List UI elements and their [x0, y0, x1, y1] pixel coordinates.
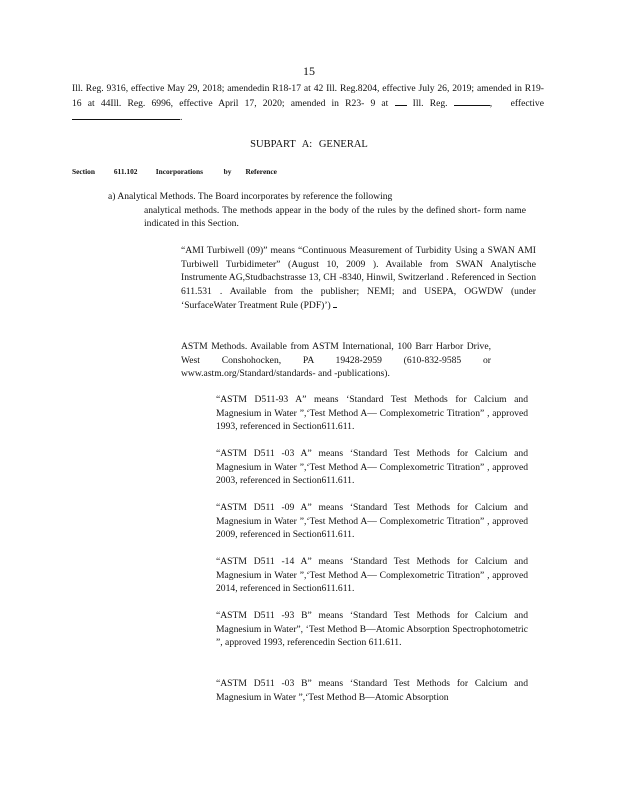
history-note-line1: Ill. Reg. 9316, effective May 29, 2018; amendedin R18-17 at 42 Ill. Reg.8204, effective July 26, 2019; amended in R19-16 at 44Ill. Reg. 6996, effective April 17, 2020; amended in R23- 9 at: [72, 83, 544, 109]
section-heading: [72, 167, 277, 176]
history-note-text: [72, 82, 544, 125]
history-note-effective: effective: [510, 97, 544, 109]
history-blank-2: [454, 96, 490, 106]
ami-turbiwell-body: “AMI Turbiwell (09)” means “Continuous Measurement of Turbidity Using a SWAN AMI Turbiwell Turbidimeter” (August 10, 2009 ). Available from SWAN Analytische Instrumente AG,Studbachstrasse 13, CH -8340, Hinwil, Switzerland . Referenced in Section 611.531 . Available from the publisher; NEMI; and USEPA, OGWDW (under ‘SurfaceWater Treatment Rule (PDF)’): [181, 245, 536, 312]
astm-methods-paragraph: [181, 340, 491, 381]
history-note-comma: ,: [489, 97, 493, 109]
paragraph-a-line1: a) Analytical Methods. The Board incorporates by reference the following: [108, 191, 393, 202]
astm-entry-text: “ASTM D511 -09 A” means ‘Standard Test Methods for Calcium and Magnesium in Water ”,‘Test Method A— Complexometric Titration” , approved 2009, referenced in Section611.611.: [216, 502, 528, 541]
paragraph-a-rest: analytical methods. The methods appear in the body of the rules by the defined short- form name indicated in this Section.: [144, 204, 526, 230]
paragraph-a: [108, 190, 526, 231]
astm-entry: [216, 447, 528, 488]
ami-blank: [333, 298, 337, 308]
page-number: 15: [303, 64, 315, 78]
astm-entry: [216, 555, 528, 596]
history-blank-3: [72, 110, 180, 120]
astm-entry: [216, 501, 528, 542]
subpart-heading: SUBPART A: GENERAL: [250, 139, 368, 150]
astm-entry-text: “ASTM D511 -03 A” means ‘Standard Test Methods for Calcium and Magnesium in Water ”,‘Test Method A— Complexometric Titration” , approved 2003, referenced in Section611.611.: [216, 448, 528, 487]
history-note-period: .: [180, 112, 183, 124]
astm-entry: [216, 677, 528, 704]
astm-entry: [216, 609, 528, 650]
astm-entry-text: “ASTM D511-93 A” means ‘Standard Test Methods for Calcium and Magnesium in Water ”,‘Test Method A— Complexometric Titration” , approved 1993, referenced in Section611.611.: [216, 394, 528, 433]
astm-entry-text: “ASTM D511 -03 B” means ‘Standard Test Methods for Calcium and Magnesium in Water ”,‘Test Method B—Atomic Absorption: [216, 678, 528, 703]
section-label: Section: [72, 167, 95, 176]
history-note-reg: Ill. Reg.: [412, 97, 448, 109]
history-note: [72, 82, 544, 125]
astm-methods-text: ASTM Methods. Available from ASTM International, 100 Barr Harbor Drive, West Conshohocken, PA 19428-2959 (610-832-9585 or www.astm.org/Standard/standards- and -publications).: [181, 341, 491, 380]
astm-entry-text: “ASTM D511 -93 B” means ‘Standard Test Methods for Calcium and Magnesium in Water”, ‘Test Method B—Atomic Absorption Spectrophotometric ”, approved 1993, referencedin Section 611.611.: [216, 610, 528, 649]
ami-turbiwell-entry: [181, 244, 536, 313]
section-number: 611.102: [113, 167, 138, 176]
section-title-3: Reference: [245, 167, 277, 176]
section-title-2: by: [223, 167, 232, 176]
history-blank-1: [395, 96, 407, 106]
section-title-1: Incorporations: [155, 167, 203, 176]
ami-turbiwell-text: [181, 244, 536, 313]
astm-entry: [216, 393, 528, 434]
astm-entry-text: “ASTM D511 -14 A” means ‘Standard Test Methods for Calcium and Magnesium in Water ”,‘Test Method A— Complexometric Titration” , approved 2014, referenced in Section611.611.: [216, 556, 528, 595]
